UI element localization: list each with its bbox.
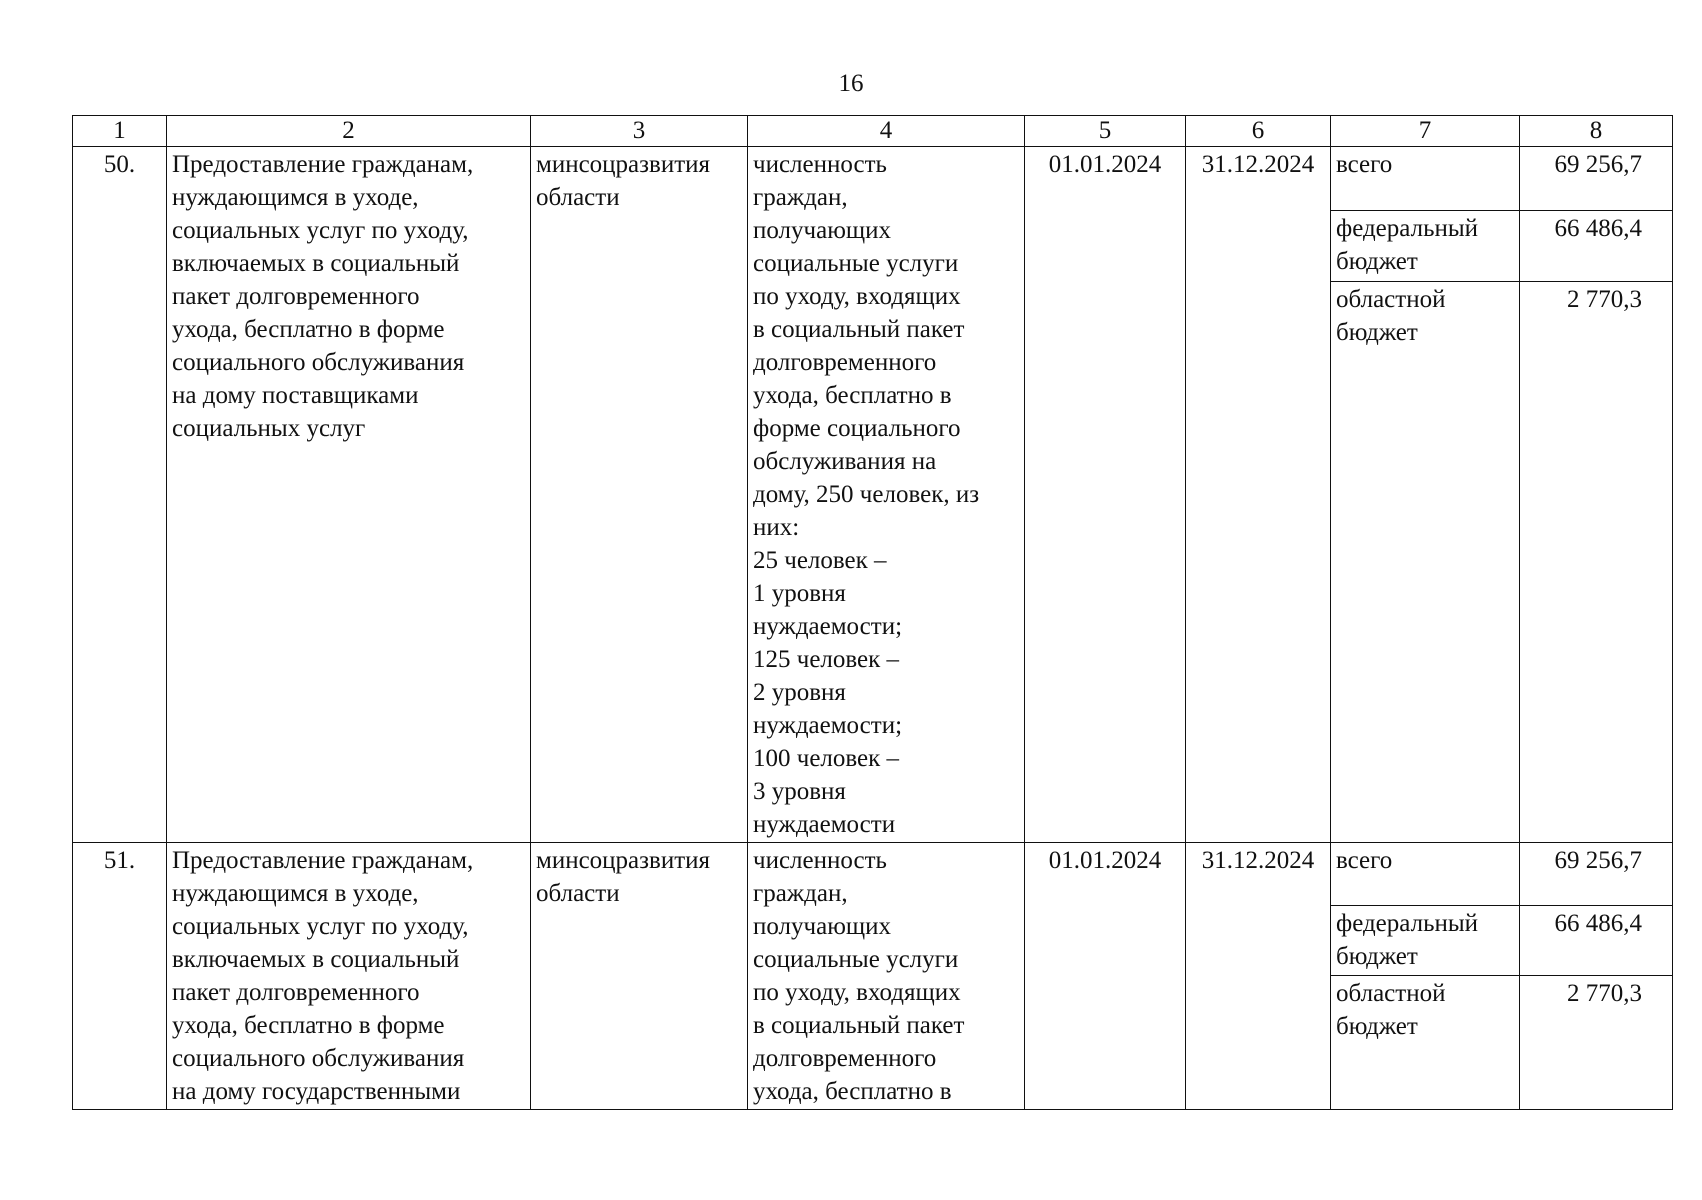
funding-source: всего — [1331, 147, 1520, 211]
column-header: 7 — [1331, 116, 1520, 147]
end-date: 31.12.2024 — [1186, 147, 1331, 843]
funding-amount: 66 486,4 — [1520, 211, 1673, 282]
funding-amount: 2 770,3 — [1520, 975, 1673, 1109]
executor: минсоцразвития области — [531, 843, 748, 1110]
column-numbers-row — [73, 116, 1673, 147]
column-header: 5 — [1025, 116, 1186, 147]
executor: минсоцразвития области — [531, 147, 748, 843]
funding-amount: 2 770,3 — [1520, 282, 1673, 842]
row-number: 50. — [73, 147, 167, 843]
start-date: 01.01.2024 — [1025, 147, 1186, 843]
page-number: 16 — [838, 70, 864, 97]
column-header: 4 — [748, 116, 1025, 147]
column-header: 2 — [167, 116, 531, 147]
indicator: численность граждан, получающих социальные услуги по уходу, входящих в социальный пакет долговременного ухода, бесплатно в форме социального обслуживания на дому, 250 человек, из них: 25 человек – 1 уровня нуждаемости; 125 человек – 2 уровня нуждаемости; 100 человек – 3 уровня нуждаемости — [748, 147, 1025, 843]
event-description: Предоставление гражданам, нуждающимся в уходе, социальных услуг по уходу, включаемых в социальный пакет долговременного ухода, бесплатно в форме социального обслуживания на дому государственными — [167, 843, 531, 1110]
column-header: 8 — [1520, 116, 1673, 147]
funding-amount: 69 256,7 — [1520, 843, 1673, 906]
start-date: 01.01.2024 — [1025, 843, 1186, 1110]
table-row — [73, 147, 1673, 211]
event-description: Предоставление гражданам, нуждающимся в уходе, социальных услуг по уходу, включаемых в социальный пакет долговременного ухода, бесплатно в форме социального обслуживания на дому поставщиками социальных услуг — [167, 147, 531, 843]
funding-source: всего — [1331, 843, 1520, 906]
funding-amount: 66 486,4 — [1520, 906, 1673, 976]
indicator: численность граждан, получающих социальные услуги по уходу, входящих в социальный пакет долговременного ухода, бесплатно в — [748, 843, 1025, 1110]
column-header: 1 — [73, 116, 167, 147]
funding-source: федеральный бюджет — [1331, 906, 1520, 976]
row-number: 51. — [73, 843, 167, 1110]
end-date: 31.12.2024 — [1186, 843, 1331, 1110]
column-header: 3 — [531, 116, 748, 147]
funding-source: областной бюджет — [1331, 975, 1520, 1109]
program-table — [72, 115, 1673, 1110]
funding-source: федеральный бюджет — [1331, 211, 1520, 282]
table-row — [73, 843, 1673, 906]
column-header: 6 — [1186, 116, 1331, 147]
funding-source: областной бюджет — [1331, 282, 1520, 842]
funding-amount: 69 256,7 — [1520, 147, 1673, 211]
